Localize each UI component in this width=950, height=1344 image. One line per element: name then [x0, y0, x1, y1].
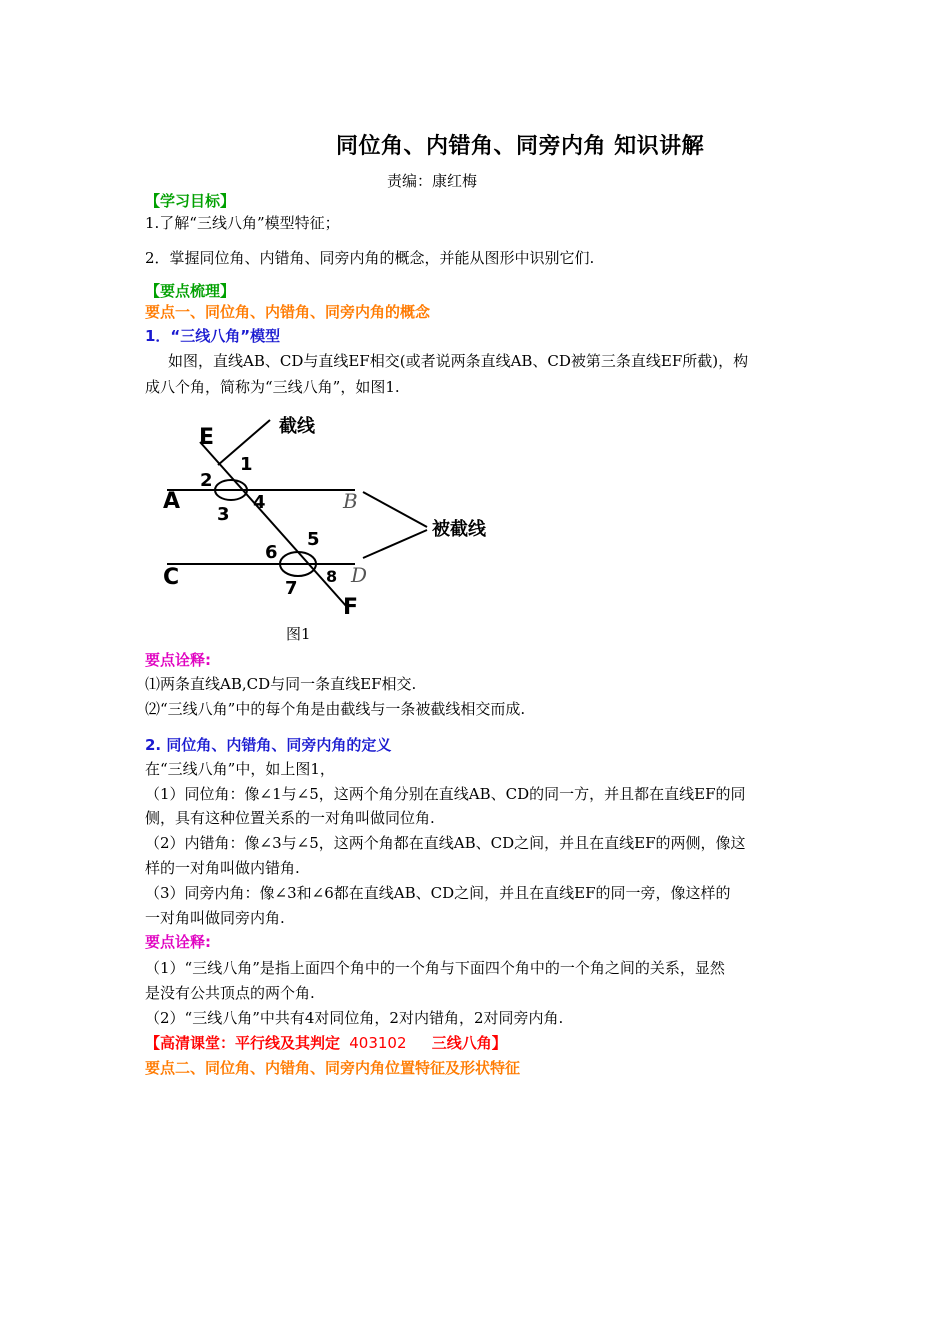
- sub1-paragraph-line2: 成八个角，简称为“三线八角”，如图1.: [145, 378, 400, 396]
- class-topic: 三线八角】: [431, 1034, 507, 1052]
- label-a: A: [163, 489, 181, 514]
- label-e: E: [199, 425, 215, 450]
- figure-caption: 图1: [286, 625, 311, 643]
- label-b: B: [343, 489, 358, 513]
- angle-6-label: 6: [265, 542, 278, 563]
- angle-2-label: 2: [200, 470, 213, 491]
- note2-line1: （1）“三线八角”是指上面四个角中的一个角与下面四个角中的一个角之间的关系，显然: [145, 959, 725, 977]
- def1-line2: 侧，具有这种位置关系的一对角叫做同位角.: [145, 809, 435, 827]
- cut-line-pointer-top: [363, 492, 427, 527]
- angle-5-label: 5: [307, 529, 320, 550]
- angle-8-label: 8: [326, 567, 338, 586]
- cut-lines-label: 被截线: [432, 519, 486, 540]
- angle-1-label: 1: [240, 454, 253, 475]
- sub2-intro: 在“三线八角”中，如上图1，: [145, 760, 335, 778]
- editor-credit: 责编：康红梅: [387, 172, 478, 190]
- points-heading: 【要点梳理】: [145, 282, 236, 300]
- note2-line2: 是没有公共顶点的两个角.: [145, 984, 315, 1002]
- note1-line1: ⑴两条直线AB,CD与同一条直线EF相交.: [145, 675, 417, 693]
- label-d: D: [351, 563, 368, 587]
- goal-1: 1.了解“三线八角”模型特征；: [145, 214, 340, 232]
- angle-7-label: 7: [285, 578, 298, 599]
- class-label: 【高清课堂：平行线及其判定: [145, 1034, 341, 1052]
- def2-line2: 样的一对角叫做内错角.: [145, 859, 300, 877]
- angle-3-label: 3: [217, 504, 230, 525]
- note2-line3: （2）“三线八角”中共有4对同位角，2对内错角，2对同旁内角.: [145, 1009, 564, 1027]
- three-lines-eight-angles-figure: [155, 412, 525, 627]
- def3-line1: （3）同旁内角：像∠3和∠6都在直线AB、CD之间，并且在直线EF的同一旁，像这样的: [145, 884, 731, 902]
- note2-heading: 要点诠释:: [145, 933, 211, 951]
- def1-line1: （1）同位角：像∠1与∠5，这两个角分别在直线AB、CD的同一方，并且都在直线EF的同: [145, 785, 746, 803]
- note1-heading: 要点诠释:: [145, 651, 211, 669]
- sub1-paragraph-line1: 如图，直线AB、CD与直线EF相交(或者说两条直线AB、CD被第三条直线EF所截)，构: [168, 352, 749, 370]
- goal-2: 2．掌握同位角、内错角、同旁内角的概念，并能从图形中识别它们.: [145, 249, 595, 267]
- angle-4-label: 4: [253, 492, 266, 513]
- cut-line-pointer-bottom: [363, 530, 427, 558]
- page-title: 同位角、内错角、同旁内角 知识讲解: [336, 134, 705, 159]
- note1-line2: ⑵“三线八角”中的每个角是由截线与一条被截线相交而成.: [145, 700, 526, 718]
- point1-heading: 要点一、同位角、内错角、同旁内角的概念: [145, 303, 431, 321]
- goals-heading: 【学习目标】: [145, 192, 236, 210]
- label-c: C: [163, 565, 180, 590]
- class-code: 403102: [349, 1034, 407, 1052]
- sub2-heading: 2. 同位角、内错角、同旁内角的定义: [145, 736, 392, 754]
- label-f: F: [343, 595, 359, 620]
- transversal-label: 截线: [279, 416, 315, 437]
- point2-heading: 要点二、同位角、内错角、同旁内角位置特征及形状特征: [145, 1059, 521, 1077]
- class-reference: [145, 1033, 815, 1053]
- sub1-heading: 1．“三线八角”模型: [145, 327, 281, 345]
- def3-line2: 一对角叫做同旁内角.: [145, 909, 285, 927]
- def2-line1: （2）内错角：像∠3与∠5，这两个角都在直线AB、CD之间，并且在直线EF的两侧，像这: [145, 834, 746, 852]
